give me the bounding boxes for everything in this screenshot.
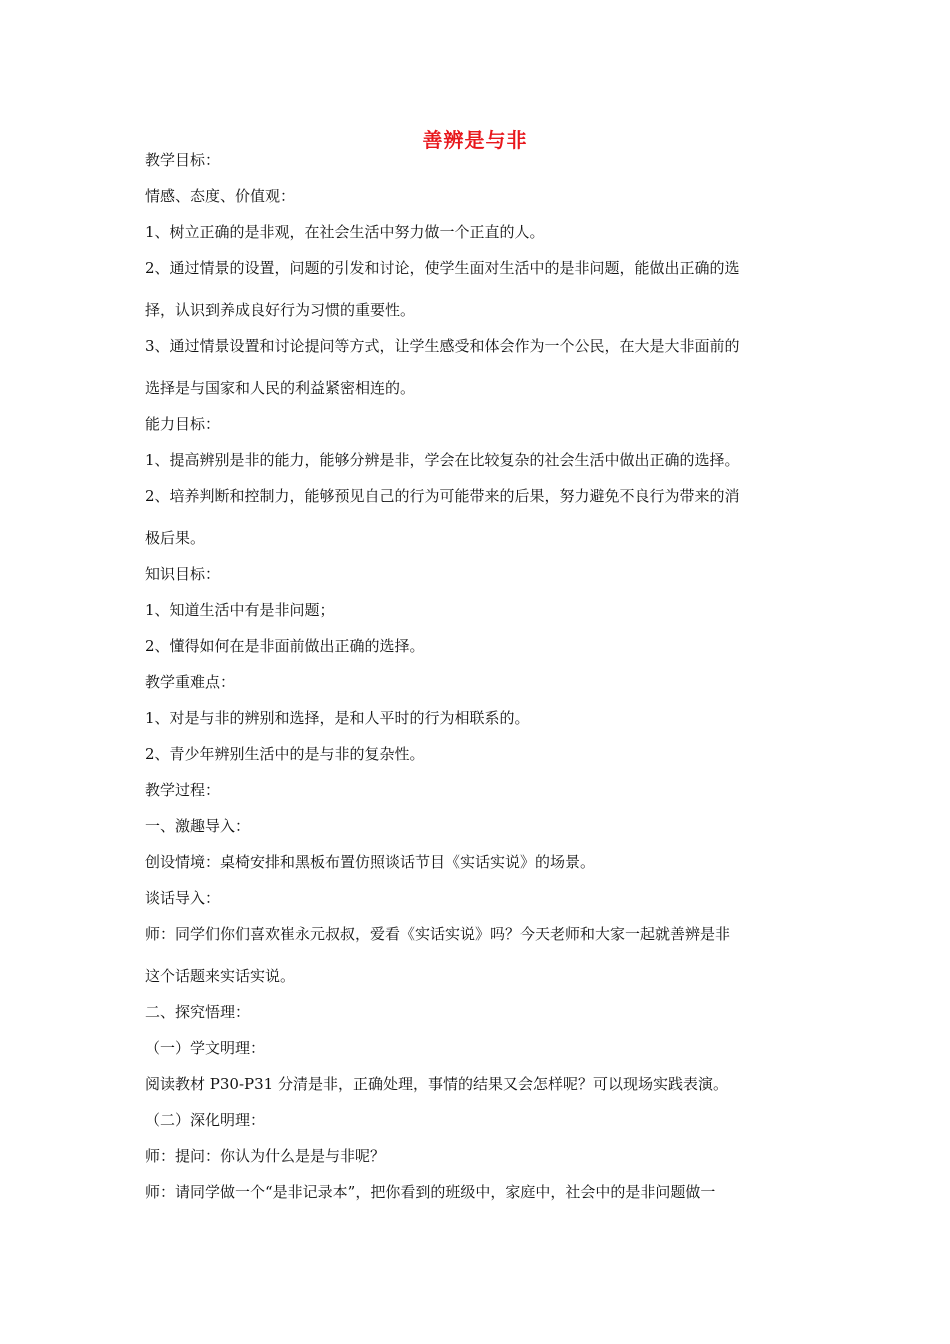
paragraph-line: （二）深化明理： <box>145 1111 266 1129</box>
paragraph-line: 教学目标： <box>145 151 221 169</box>
paragraph-line: 创设情境：桌椅安排和黑板布置仿照谈话节目《实话实说》的场景。 <box>145 853 596 871</box>
paragraph-line: 情感、态度、价值观： <box>145 187 296 205</box>
paragraph-line: 师：同学们你们喜欢崔永元叔叔，爱看《实话实说》吗？今天老师和大家一起就善辨是非 <box>145 925 731 943</box>
paragraph-line: 选择是与国家和人民的利益紧密相连的。 <box>145 379 416 397</box>
paragraph-line: 二、探究悟理： <box>145 1003 251 1021</box>
paragraph-line: 能力目标： <box>145 415 221 433</box>
paragraph-line: 1、对是与非的辨别和选择，是和人平时的行为相联系的。 <box>145 709 530 727</box>
paragraph-line: 2、培养判断和控制力，能够预见自己的行为可能带来的后果，努力避免不良行为带来的消 <box>145 487 740 505</box>
paragraph-line: 3、通过情景设置和讨论提问等方式，让学生感受和体会作为一个公民，在大是大非面前的 <box>145 337 740 355</box>
paragraph-line: 1、树立正确的是非观，在社会生活中努力做一个正直的人。 <box>145 223 545 241</box>
document-body <box>145 150 815 1202</box>
paragraph-line: 1、提高辨别是非的能力，能够分辨是非，学会在比较复杂的社会生活中做出正确的选择。 <box>145 451 740 469</box>
paragraph-line: 择，认识到养成良好行为习惯的重要性。 <box>145 301 416 319</box>
paragraph-line: 教学重难点： <box>145 673 236 691</box>
document-title: 善辨是与非 <box>422 128 528 152</box>
paragraph-line: 极后果。 <box>145 529 206 547</box>
paragraph-line: 阅读教材 P30-P31 分清是非，正确处理，事情的结果又会怎样呢？可以现场实践表演。 <box>145 1075 728 1093</box>
paragraph-line: 一、激趣导入： <box>145 817 251 835</box>
paragraph-line: 谈话导入： <box>145 889 221 907</box>
paragraph-line: 知识目标： <box>145 565 221 583</box>
paragraph-line: 2、懂得如何在是非面前做出正确的选择。 <box>145 637 425 655</box>
paragraph-line: 教学过程： <box>145 781 221 799</box>
paragraph-line: 师：提问：你认为什么是是与非呢？ <box>145 1147 386 1165</box>
paragraph-line: 这个话题来实话实说。 <box>145 967 296 985</box>
paragraph-line: 师：请同学做一个“是非记录本”，把你看到的班级中，家庭中，社会中的是非问题做一 <box>145 1183 716 1201</box>
paragraph-line: 2、青少年辨别生活中的是与非的复杂性。 <box>145 745 425 763</box>
paragraph-line: 1、知道生活中有是非问题； <box>145 601 335 619</box>
paragraph-line: 2、通过情景的设置，问题的引发和讨论，使学生面对生活中的是非问题，能做出正确的选 <box>145 259 740 277</box>
paragraph-line: （一）学文明理： <box>145 1039 266 1057</box>
